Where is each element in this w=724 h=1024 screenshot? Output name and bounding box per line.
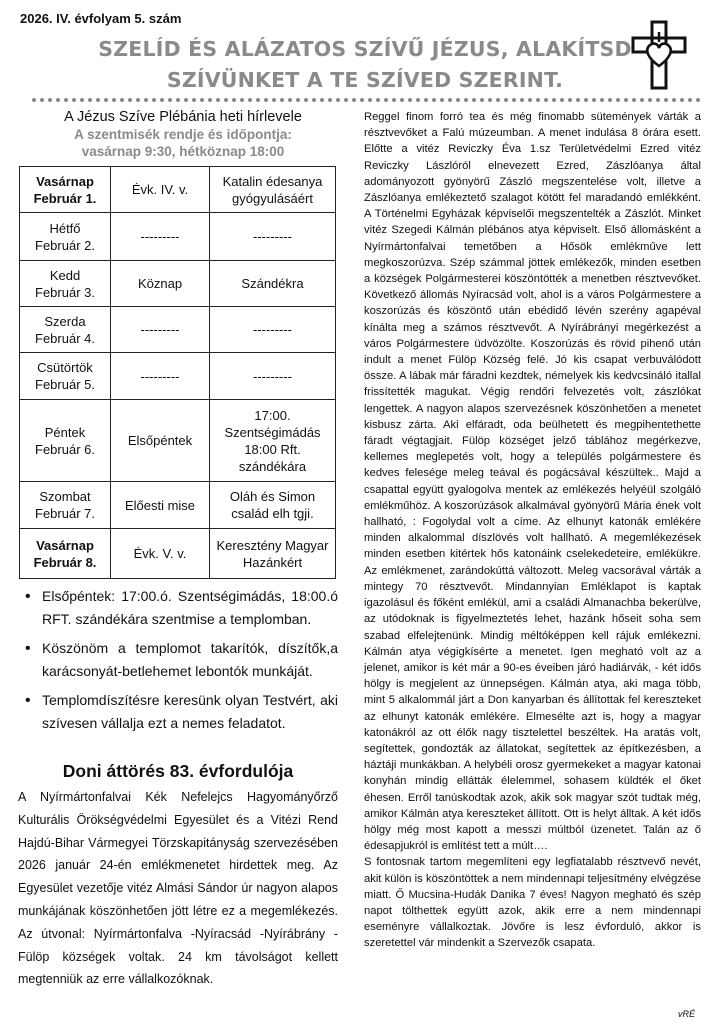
schedule-kind: --------- xyxy=(111,307,210,353)
headline-line-2: SZÍVÜNKET A TE SZÍVED SZERINT. xyxy=(166,68,564,92)
schedule-day: Vasárnap Február 1. xyxy=(20,167,111,213)
schedule-kind: Előesti mise xyxy=(111,482,210,529)
schedule-day: Szombat Február 7. xyxy=(20,482,111,529)
schedule-day: Kedd Február 3. xyxy=(20,261,111,307)
article-paragraph: S fontosnak tartom megemlíteni egy legfiatalabb résztvevő nevét, akit külön is köszöntöttek a nem mindennapi teljesítmény elvégzése miatt. Ő Mucsina-Hudák Danika 7 éves! Nagyon megható és szép napot tölthettek együtt azok, akik erre a nem mindennapi eseményre vállalkoztak. Jövőre is lesz évforduló, akkor is szeretettel vár mindenkit a Szervezők csapata. xyxy=(364,856,701,950)
mass-times: vasárnap 9:30, hétköznap 18:00 xyxy=(81,144,285,159)
schedule-intent: Szándékra xyxy=(210,261,336,307)
schedule-intent: 17:00. Szentségimádás 18:00 Rft. szándékára xyxy=(210,400,336,482)
list-item: • Elsőpéntek: 17:00.ó. Szentségimádás, 18:00.ó RFT. szándékára szentmise a templomban. xyxy=(22,585,338,631)
article-title: Doni áttörés 83. évfordulója xyxy=(62,761,294,781)
article-paragraph: Reggel finom forró tea és még finomabb sütemények várták a résztvevőket a Falú múzeumban. A menet indulása 8 órára esett. Előtte a vitéz Reviczky Éva 1.sz Területvédelmi Ezred vitéz Reviczky Lászlóról elnevezett Ezred, Zászlóanya által adományozott gyönyörű Zászló megszentelése volt, illetve a Zászlóanya emlékeztető szalagot kötött fel maradandó emlékként. A Történelmi Egyházak képviselői megszentelték a Zászlót. Minket vitéz Szegedi Kálmán plébános atya képviselt. Első állomásként a Nyírmártonfalvai temetőben a Hősök emlékműve lett megkoszorúzva. Szép számmal jöttek emlékezők, minden esetben a községek Polgármesterei köszöntötték a menetben résztvevőket. Következő állomás Nyíracsád volt, ahol is a város Polgármestere a koszorúzás és köszöntő után ebédidő lévén szerény agapéval kínálta meg a számos résztvevőt. A Nyírábrányi megérkezést a város Polgármestere üdvözölte. Koszorúzás és rövid pihenő után indult a menet Fülöp Község felé. Jó kis csapat verbuválódott össze. A lábak már fáradni kezdtek, némelyek kis kedvcsináló itallal frissítették magukat. Végig rendőri felvezetés volt, zászlókat lengettek. A nagyon alapos szervezésnek köszönhetően a menetet kisbusz zárta. Aki elfáradt, oda beülhetett és megpihentethette fáradt végtagjait. Fülöp községet jelző táblához megérkezve, kellemes meglepetés volt, hogy a település polgármestere és kedves felesége meleg teával és pogácsával készültek.. Majd a csapattal együtt gyalogolva mentek az emlékezés helyéül szolgáló emlékműhöz. A koszorúzások alkalmával gyönyörű Mária ének volt hallható, : Fogolydal volt a címe. Az elhunyt katonák emlékére minden alkalommal díszlövés volt hallható. A megemlékezések minden esetben kitértek hős katonáink cselekedeteire, emlékükre. Az emlékmenet, zarándokúttá változott. Meleg vacsorával várták a mintegy 70 résztvevőt. Mindannyian Emléklapot is kaptak igazolásul és főként emlékül, ami a családi Almanachba bekerülve, az utódoknak is figyelmeztetés lehet, hazánk hőseit soha sem szabad elfelejtenünk. Mindig méltóképpen kell rájuk emlékezni. Kálmán atya végigkísérte a menetet. Igen megható volt az a jelenet, amikor is két már a 90-es éveiben járó hadiárvák, - két idős hölgy is megjelent az ünnepségen. Kálmán atya, aki maga több, mint 5 alkalommál járt a Don kanyarban és állítottak fel kereszteket az elhunyt katonák emlékére. Elmesélte azt is, hogy a magyar katonákról az ott élők nagy tisztelettel beszéltek. Ha aratás volt, segítettek, gondozták az állatokat, segítettek az építkezésben, a háztáji munkákban. A helybéli orosz gyermekeket a magyar katonai konyhán mindig ellátták élelemmel, sohasem küldték el őket éhesen. Erről tanúskodtak azok, akik sok magyar szót tudtak még, amikor Kálmán atya kereszteket állított. Ott is helyt álltak. A két idős hölgy még most kapott a messzi múltból üzenetet. Talán az ő édesapjukról is említést tett a múlt…. xyxy=(364,111,701,853)
schedule-intent: --------- xyxy=(210,353,336,400)
schedule-kind: Évk. V. v. xyxy=(111,529,210,579)
dotted-divider xyxy=(30,97,702,103)
table-row xyxy=(20,482,336,529)
table-row xyxy=(20,400,336,482)
table-row xyxy=(20,213,336,261)
schedule-kind: Köznap xyxy=(111,261,210,307)
schedule-intent: Katalin édesanya gyógyulásáért xyxy=(210,167,336,213)
table-row xyxy=(20,307,336,353)
announcement-list xyxy=(22,585,338,741)
article-intro: A Nyírmártonfalvai Kék Nefelejcs Hagyományőrző Kulturális Örökségvédelmi Egyesület és a Vitézi Rend Hajdú-Bihar Vármegyei Törzskapitányság szervezésében 2026 január 24-én emlékmenetet hirdettek meg. Az Egyesület vezetője vitéz Almási Sándor úr nagyon alapos munkájának köszönhetően jött létre ez a megemlékezés. Az útvonal: Nyírmártonfalva -Nyíracsád -Nyírábrány -Fülöp községek voltak. 24 km távolságot kellett megtenniük az erre vállalkozóknak. xyxy=(18,790,338,987)
schedule-kind: --------- xyxy=(111,353,210,400)
table-row xyxy=(20,529,336,579)
table-row xyxy=(20,353,336,400)
schedule-intent: --------- xyxy=(210,307,336,353)
page-headline xyxy=(95,34,635,96)
list-item: • Templomdíszítésre keresünk olyan Testvért, aki szívesen vállalja ezt a nemes feladatot. xyxy=(22,689,338,735)
headline-line-1: SZELÍD ÉS ALÁZATOS SZÍVŰ JÉZUS, ALAKÍTSD xyxy=(98,37,632,61)
schedule-intent: Oláh és Simon család elh tgji. xyxy=(210,482,336,529)
schedule-day: Vasárnap Február 8. xyxy=(20,529,111,579)
left-column-header xyxy=(18,108,338,160)
schedule-kind: Évk. IV. v. xyxy=(111,167,210,213)
mass-heading: A szentmisék rendje és időpontja: xyxy=(74,127,292,142)
mass-schedule-table xyxy=(19,166,336,579)
table-row xyxy=(20,261,336,307)
schedule-day: Szerda Február 4. xyxy=(20,307,111,353)
sacred-heart-cross-icon xyxy=(630,20,688,90)
article-continuation xyxy=(364,109,701,952)
schedule-intent: --------- xyxy=(210,213,336,261)
schedule-kind: Elsőpéntek xyxy=(111,400,210,482)
parish-title: A Jézus Szíve Plébánia heti hírlevele xyxy=(64,109,302,125)
schedule-kind: --------- xyxy=(111,213,210,261)
schedule-day: Hétfő Február 2. xyxy=(20,213,111,261)
issue-label: 2026. IV. évfolyam 5. szám xyxy=(20,11,182,26)
author-signature: vRÉ xyxy=(678,1009,696,1019)
list-item: • Köszönöm a templomot takarítók, díszítők,a karácsonyát-betlehemet lebontók munkáját. xyxy=(22,637,338,683)
table-row xyxy=(20,167,336,213)
schedule-intent: Keresztény Magyar Hazánkért xyxy=(210,529,336,579)
schedule-day: Péntek Február 6. xyxy=(20,400,111,482)
schedule-day: Csütörtök Február 5. xyxy=(20,353,111,400)
